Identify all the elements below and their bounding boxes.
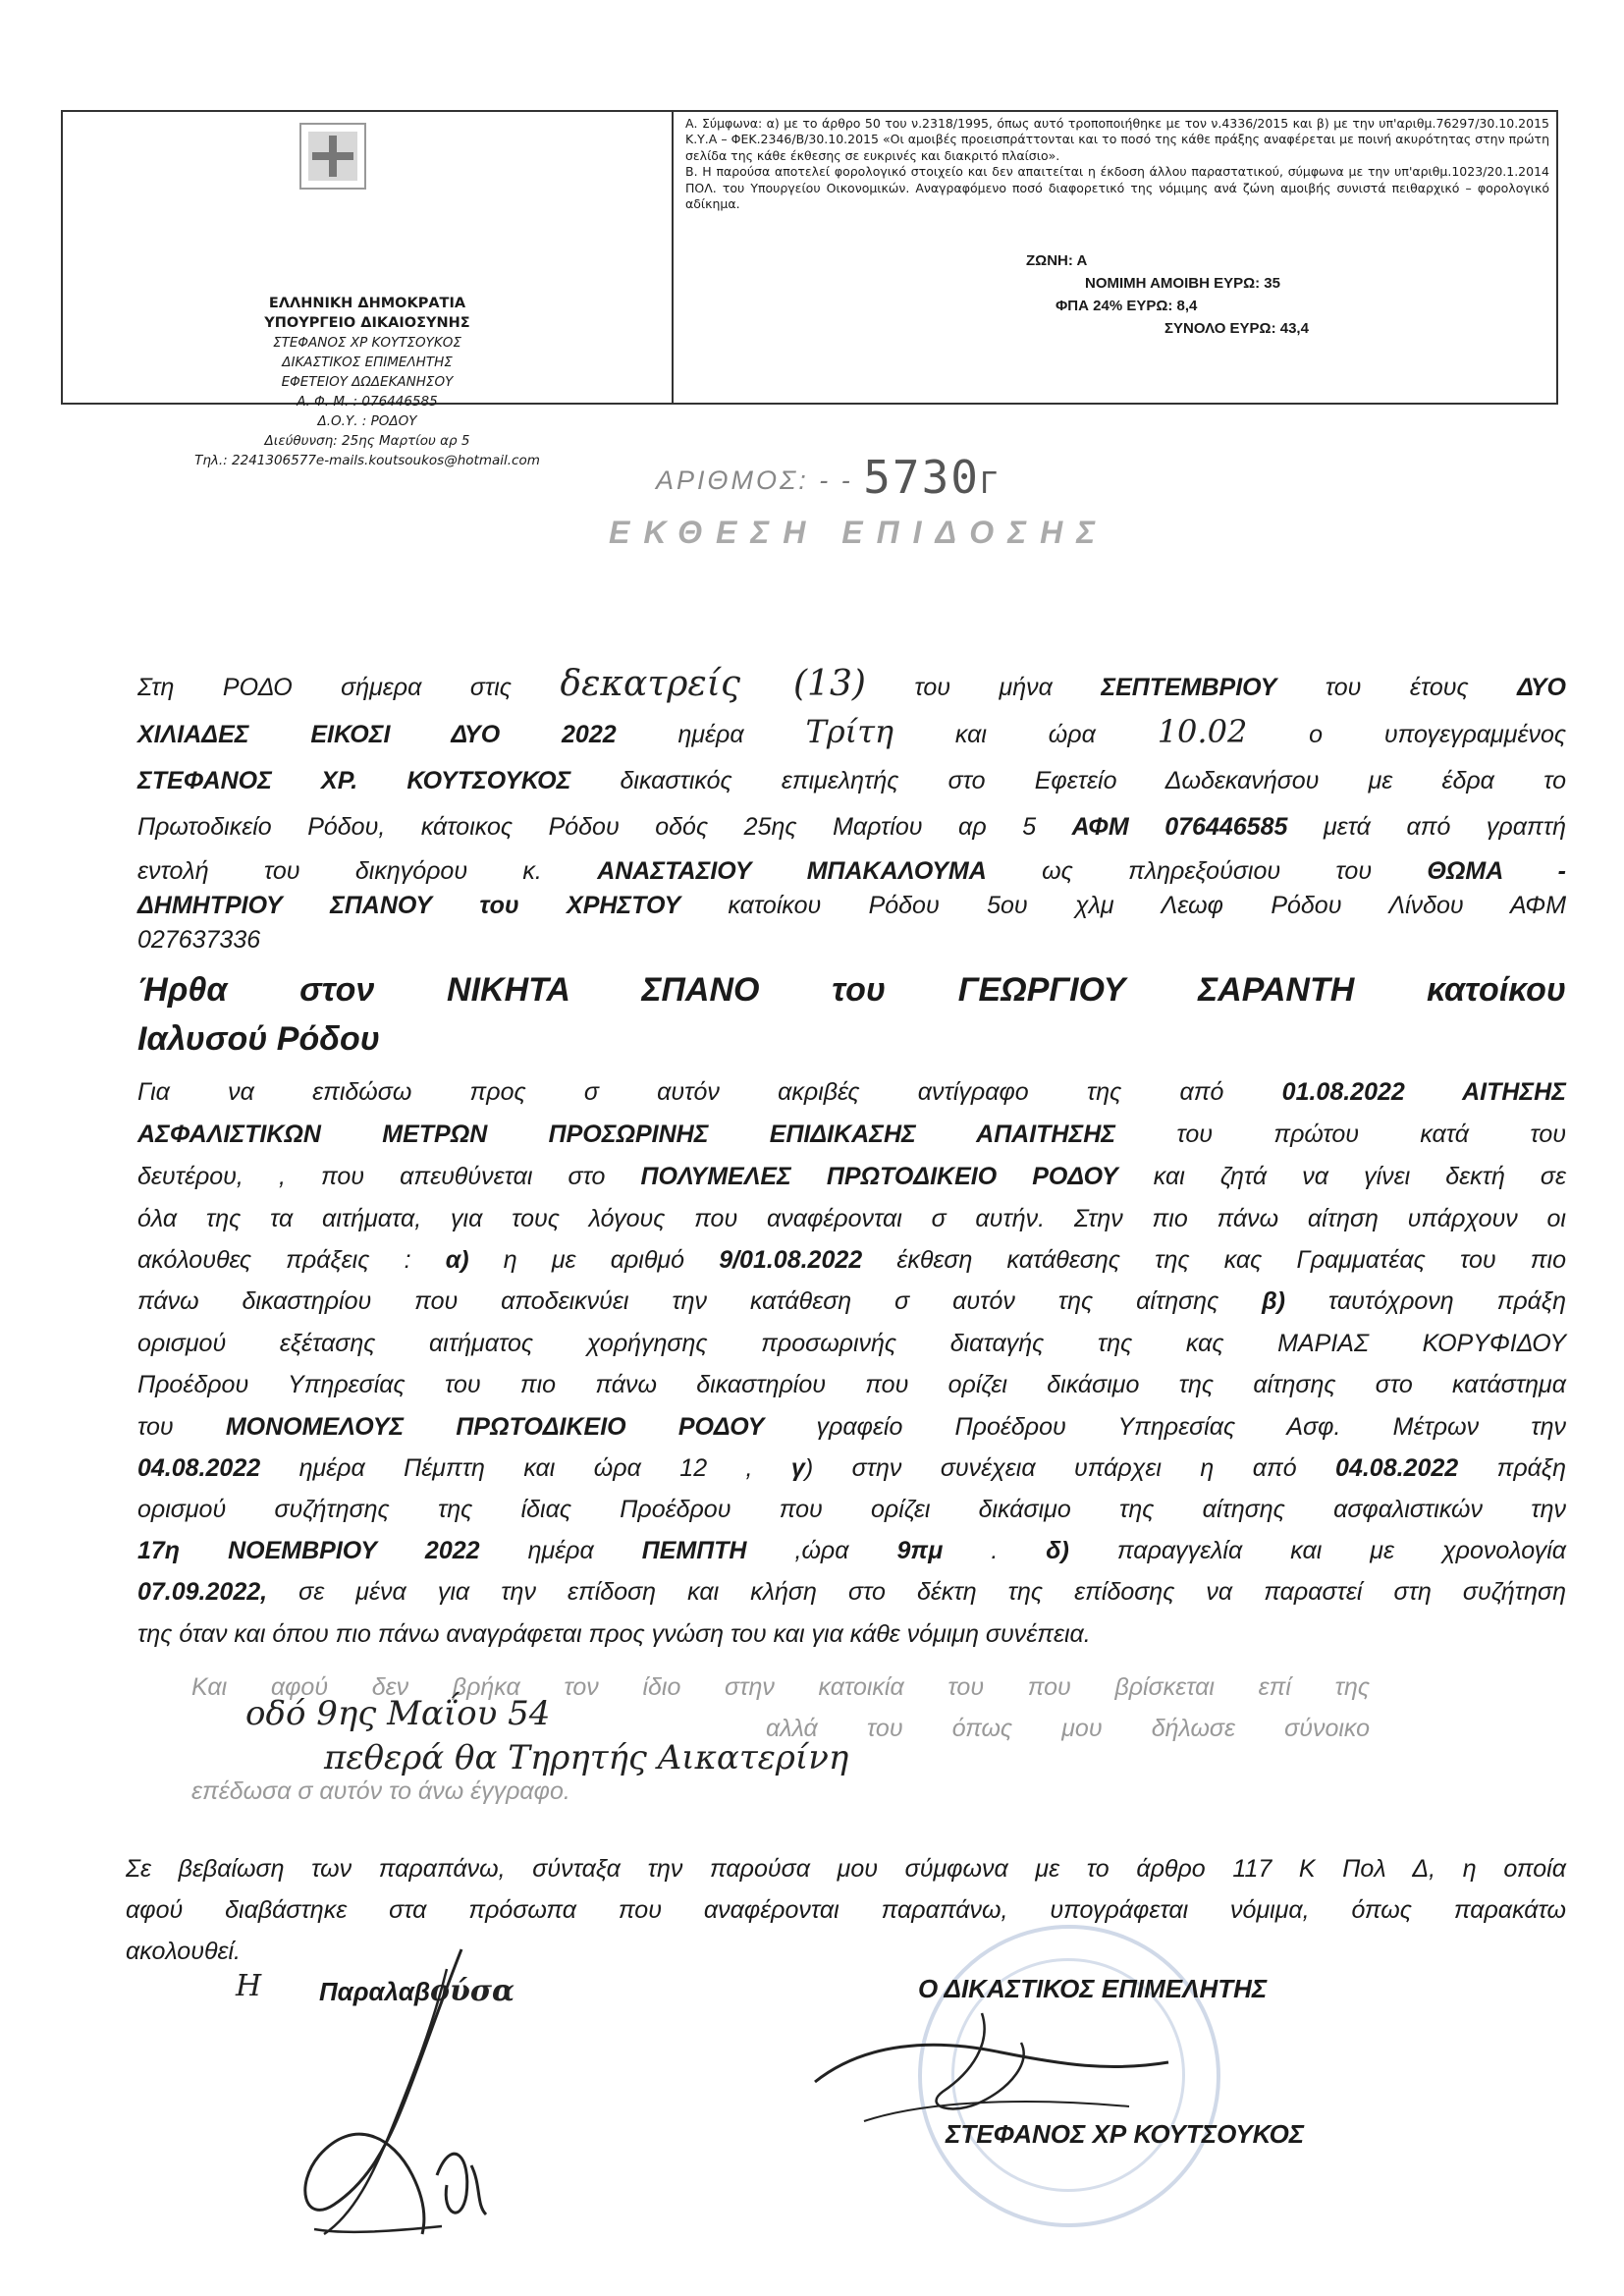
text-month: ΣΕΠΤΕΜΒΡΙΟΥ: [1101, 674, 1277, 701]
text-filing-number: 9/01.08.2022: [719, 1246, 863, 1274]
text-act-date: 04.08.2022: [1335, 1454, 1459, 1482]
text-court-proves: πάνω δικαστηρίου που αποδεικνύει την κατάθεση σ αυτόν της αίτησης: [137, 1287, 1263, 1315]
text-client-address: κατοίκου Ρόδου 5ου χλμ Λεωφ Ρόδου Λίνδου ΑΦΜ: [680, 892, 1567, 919]
text-number-label: η με αριθμό: [468, 1246, 720, 1274]
text-bailiff-afm: ΑΦΜ 076446585: [1071, 813, 1288, 841]
text-lawyer-name: ΑΝΑΣΤΑΣΙΟΥ ΜΠΑΚΑΛΟΥΜΑ: [597, 857, 987, 885]
fee-vat: ΦΠΑ 24% ΕΥΡΩ: 8,4: [1056, 298, 1198, 314]
body-line-19: [137, 1453, 1566, 1483]
issuer-afm: Α. Φ. Μ. : 076446585: [297, 394, 438, 410]
text-after-order: μετά από γραπτή: [1287, 813, 1566, 841]
closing-line-2: αφού διαβάστηκε στα πρόσωπα που αναφέρονται παραπάνω, υπογράφεται νόμιμα, όπως παρακάτω: [126, 1896, 1566, 1924]
text-year: ΧΙΛΙΑΔΕΣ ΕΙΚΟΣΙ ΔΥΟ 2022: [137, 721, 617, 748]
text-day-label: ημέρα: [616, 721, 806, 748]
text-undersigned: ο υπογεγραμμένος: [1247, 721, 1567, 748]
handwritten-street: οδό 9ης Μαΐου 54: [245, 1694, 551, 1733]
text-place-date: Στη ΡΟΔΟ σήμερα στις: [137, 674, 561, 701]
text-parties: του πρώτου κατά του: [1115, 1121, 1567, 1148]
service-line-2: αλλά του όπως μου δήλωσε σύνοικο: [766, 1715, 1370, 1742]
body-line-12: [137, 1162, 1566, 1191]
text-act-d: δ): [1046, 1537, 1069, 1564]
fee-panel: [676, 112, 1558, 403]
legal-note-b: Β. Η παρούσα αποτελεί φορολογικό στοιχείο και δεν απαιτείται η έκδοση άλλου παραστατικού, σύμφωνα με την υπ'αριθμ.1023/20.1.2014 ΠΟΛ. του Υπουργείου Οικονομικών. Αναγραφόμενο ποσό διαφορετικό της νόμιμης ανά ζώνη αμοιβής συνιστά πειθαρχικό – φορολογικό αδίκημα.: [685, 164, 1549, 212]
body-line-16: ορισμού εξέτασης αιτήματος χορήγησης προσωρινής διαταγής της κας ΜΑΡΙΑΣ ΚΟΡΥΦΙΔΟΥ: [137, 1330, 1566, 1357]
text-addressed-to: δευτέρου, , που απευθύνεται στο: [137, 1163, 641, 1190]
issuer-address: Διεύθυνση: 25ης Μαρτίου αρ 5: [264, 433, 470, 449]
text-dot: .: [943, 1537, 1047, 1564]
text-request: και ζητά να γίνει δεκτή σε: [1117, 1163, 1566, 1190]
handwritten-weekday: Τρίτη: [805, 713, 894, 750]
body-line-7: [137, 925, 1566, 955]
handwritten-time: 10.02: [1157, 713, 1248, 750]
text-filing-report: έκθεση κατάθεσης της κας Γραμματέας του πιο: [862, 1246, 1566, 1274]
body-line-6: [137, 891, 1566, 920]
text-year-start: ΔΥΟ: [1517, 674, 1566, 701]
text-bailiff-name: ΣΤΕΦΑΝΟΣ ΧΡ. ΚΟΥΤΣΟΥΚΟΣ: [137, 767, 571, 794]
text-residence: Πρωτοδικείο Ρόδου, κάτοικος Ρόδου οδός 25ης Μαρτίου αρ 5: [137, 813, 1072, 841]
text-continuation: ) στην συνέχεια υπάρχει η από: [804, 1454, 1336, 1482]
text-attorney-of: ως πληρεξούσιου του: [986, 857, 1428, 885]
document-number-label: ΑΡΙΘΜΟΣ:: [656, 465, 809, 495]
text-bailiff-role: δικαστικός επιμελητής στο Εφετείο Δωδεκανήσου με έδρα το: [570, 767, 1567, 794]
body-line-10: [137, 1077, 1566, 1107]
text-month-prefix: του μήνα: [865, 674, 1102, 701]
text-day-word: ημέρα: [479, 1537, 642, 1564]
service-line-3: επέδωσα σ αυτόν το άνω έγγραφο.: [191, 1777, 570, 1805]
text-lawyer-prefix: εντολή του δικηγόρου κ.: [137, 857, 598, 885]
issuer-role: ΔΙΚΑΣΤΙΚΟΣ ΕΠΙΜΕΛΗΤΗΣ: [282, 355, 453, 370]
text-client-father: του ΧΡΗΣΤΟΥ: [432, 892, 681, 919]
text-client-name: ΔΗΜΗΤΡΙΟΥ ΣΠΑΝΟΥ: [137, 892, 433, 919]
text-act-b: β): [1262, 1287, 1285, 1315]
body-line-11: [137, 1120, 1566, 1149]
text-order-date: 07.09.2022,: [137, 1578, 268, 1606]
text-summons: σε μένα για την επίδοση και κλήση στο δέκτη της επίδοσης να παραστεί στη συζήτηση: [267, 1578, 1566, 1606]
text-hour-word: ,ώρα: [746, 1537, 897, 1564]
issuer-details: [63, 294, 672, 470]
text-order: παραγγελία και με χρονολογία: [1068, 1537, 1567, 1564]
body-line-3: [137, 766, 1566, 795]
text-act-c: γ: [790, 1454, 805, 1482]
text-act-a: α): [445, 1246, 469, 1274]
text-of: του: [137, 1413, 226, 1441]
text-hearing-date-2: 17η ΝΟΕΜΒΡΙΟΥ 2022: [137, 1537, 480, 1564]
text-court-monomeles: ΜΟΝΟΜΕΛΟΥΣ ΠΡΩΤΟΔΙΚΕΙΟ ΡΟΔΟΥ: [225, 1413, 765, 1441]
issuer-contact: Τηλ.: 2241306577e-mails.koutsoukos@hotmail.com: [194, 453, 540, 468]
receiver-handwritten: ούσα: [430, 1974, 515, 2008]
body-line-1: [137, 664, 1566, 704]
fee-total: ΣΥΝΟΛΟ ΕΥΡΩ: 43,4: [1164, 320, 1309, 337]
fee-header-box: [61, 110, 1558, 468]
body-line-17: Προέδρου Υπηρεσίας του πιο πάνω δικαστηρίου που ορίζει δικάσιμο της αίτησης στο κατάστημα: [137, 1371, 1566, 1398]
body-line-5: [137, 856, 1566, 886]
body-line-22: [137, 1577, 1566, 1607]
text-acts-prefix: ακόλουθες πράξεις :: [137, 1246, 446, 1274]
text-serve-prefix: Για να επιδώσω προς σ αυτόν ακριβές αντίγραφο της από: [137, 1078, 1282, 1106]
text-hearing-date-1: 04.08.2022: [137, 1454, 261, 1482]
closing-line-1: Σε βεβαίωση των παραπάνω, σύνταξα την παρούσα μου σύμφωνα με το άρθρο 117 Κ Πολ Δ, η οποία: [126, 1855, 1566, 1883]
text-application-date: 01.08.2022 ΑΙΤΗΣΗΣ: [1281, 1078, 1566, 1106]
text-client-first: ΘΩΜΑ -: [1427, 857, 1566, 885]
signature-mark: Η: [236, 1969, 262, 2003]
greek-emblem-icon: [298, 122, 367, 191]
text-weekday: ΠΕΜΠΤΗ: [641, 1537, 747, 1564]
issuer-panel: [63, 112, 674, 468]
text-time-label: και ώρα: [893, 721, 1158, 748]
text-office: γραφείο Προέδρου Υπηρεσίας Ασφ. Μέτρων την: [764, 1413, 1567, 1441]
text-year-prefix: του έτους: [1276, 674, 1518, 701]
handwritten-relation: πεθερά θα Τηρητής Αικατερίνη: [324, 1738, 849, 1777]
legal-notes: [685, 116, 1549, 212]
receiver-label-text: Παραλαβ: [319, 1977, 431, 2006]
document-number-value: 5730: [863, 451, 980, 504]
issuer-doy: Δ.Ο.Υ. : ΡΟΔΟΥ: [317, 413, 417, 429]
issuer-name: ΣΤΕΦΑΝΟΣ ΧΡ ΚΟΥΤΣΟΥΚΟΣ: [273, 335, 461, 351]
body-line-4: [137, 812, 1566, 842]
bailiff-title: Ο ΔΙΚΑΣΤΙΚΟΣ ΕΠΙΜΕΛΗΤΗΣ: [918, 1974, 1268, 2003]
body-line-14: [137, 1245, 1566, 1275]
text-client-afm: 027637336: [137, 926, 261, 954]
body-line-20: ορισμού συζήτησης της ίδιας Προέδρου που ορίζει δικάσιμο της αίτησης ασφαλιστικών την: [137, 1496, 1566, 1523]
handwritten-day: δεκατρείς (13): [560, 664, 866, 704]
body-line-2: [137, 713, 1567, 750]
issuer-ministry: ΥΠΟΥΡΓΕΙΟ ΔΙΚΑΙΟΣΥΝΗΣ: [264, 315, 470, 331]
issuer-court: ΕΦΕΤΕΙΟΥ ΔΩΔΕΚΑΝΗΣΟΥ: [281, 374, 454, 390]
text-application-type: ΑΣΦΑΛΙΣΤΙΚΩΝ ΜΕΤΡΩΝ ΠΡΟΣΩΡΙΝΗΣ ΕΠΙΔΙΚΑΣΗΣ ΑΠΑΙΤΗΣΗΣ: [137, 1121, 1116, 1148]
closing-line-3: ακολουθεί.: [126, 1938, 242, 1965]
text-hearing-day-1: ημέρα Πέμπτη και ώρα 12 ,: [260, 1454, 791, 1482]
issuer-country: ΕΛΛΗΝΙΚΗ ΔΗΜΟΚΡΑΤΙΑ: [268, 296, 466, 311]
text-simultaneous: ταυτόχρονη πράξη: [1284, 1287, 1566, 1315]
bailiff-name: ΣΤΕΦΑΝΟΣ ΧΡ ΚΟΥΤΣΟΥΚΟΣ: [946, 2119, 1305, 2149]
body-line-9: Ιαλυσού Ρόδου: [137, 1020, 380, 1058]
document-title: ΕΚΘΕΣΗ ΕΠΙΔΟΣΗΣ: [609, 515, 1110, 550]
fee-legal-amount: ΝΟΜΙΜΗ ΑΜΟΙΒΗ ΕΥΡΩ: 35: [1085, 275, 1280, 292]
text-court-polymeles: ΠΟΛΥΜΕΛΕΣ ΠΡΩΤΟΔΙΚΕΙΟ ΡΟΔΟΥ: [640, 1163, 1118, 1190]
text-act: πράξη: [1458, 1454, 1566, 1482]
text-hour: 9πμ: [896, 1537, 944, 1564]
body-line-18: [137, 1412, 1566, 1442]
body-line-8: Ήρθα στον ΝΙΚΗΤΑ ΣΠΑΝΟ του ΓΕΩΡΓΙΟΥ ΣΑΡΑΝΤΗ κατοίκου: [137, 971, 1566, 1009]
body-line-13: όλα της τα αιτήματα, για τους λόγους που αναφέρονται σ αυτήν. Στην πιο πάνω αίτηση υπάρχουν οι: [137, 1205, 1566, 1232]
body-line-15: [137, 1286, 1566, 1316]
service-line-1: Και αφού δεν βρήκα τον ίδιο στην κατοικία του που βρίσκεται επί της: [191, 1673, 1370, 1701]
fee-zone: ΖΩΝΗ: Α: [1026, 252, 1088, 269]
receiver-signature-icon: [275, 1940, 530, 2254]
document-number-suffix: Γ: [980, 466, 1001, 501]
body-line-21: [137, 1536, 1566, 1565]
body-line-23: της όταν και όπου πιο πάνω αναγράφεται προς γνώση του και για κάθε νόμιμη συνέπεια.: [137, 1620, 1091, 1648]
document-number: ΑΡΙΘΜΟΣ: ‑ ‑ 5730Γ: [656, 451, 1001, 504]
legal-note-a: Α. Σύμφωνα: α) με το άρθρο 50 του ν.2318/1995, όπως αυτό τροποποιήθηκε με τον ν.4336/2015 και β) με την υπ'αριθμ.76297/30.10.2015 Κ.Υ.Α – ΦΕΚ.2346/Β/30.10.2015 «Οι αμοιβές προεισπράττονται και το ποσό της κάθε πράξης αναφέρεται με ποινή ακυρότητας στην πρώτη σελίδα της κάθε έκθεσης σε ευκρινές και διακριτό πλαίσιο».: [685, 116, 1549, 163]
